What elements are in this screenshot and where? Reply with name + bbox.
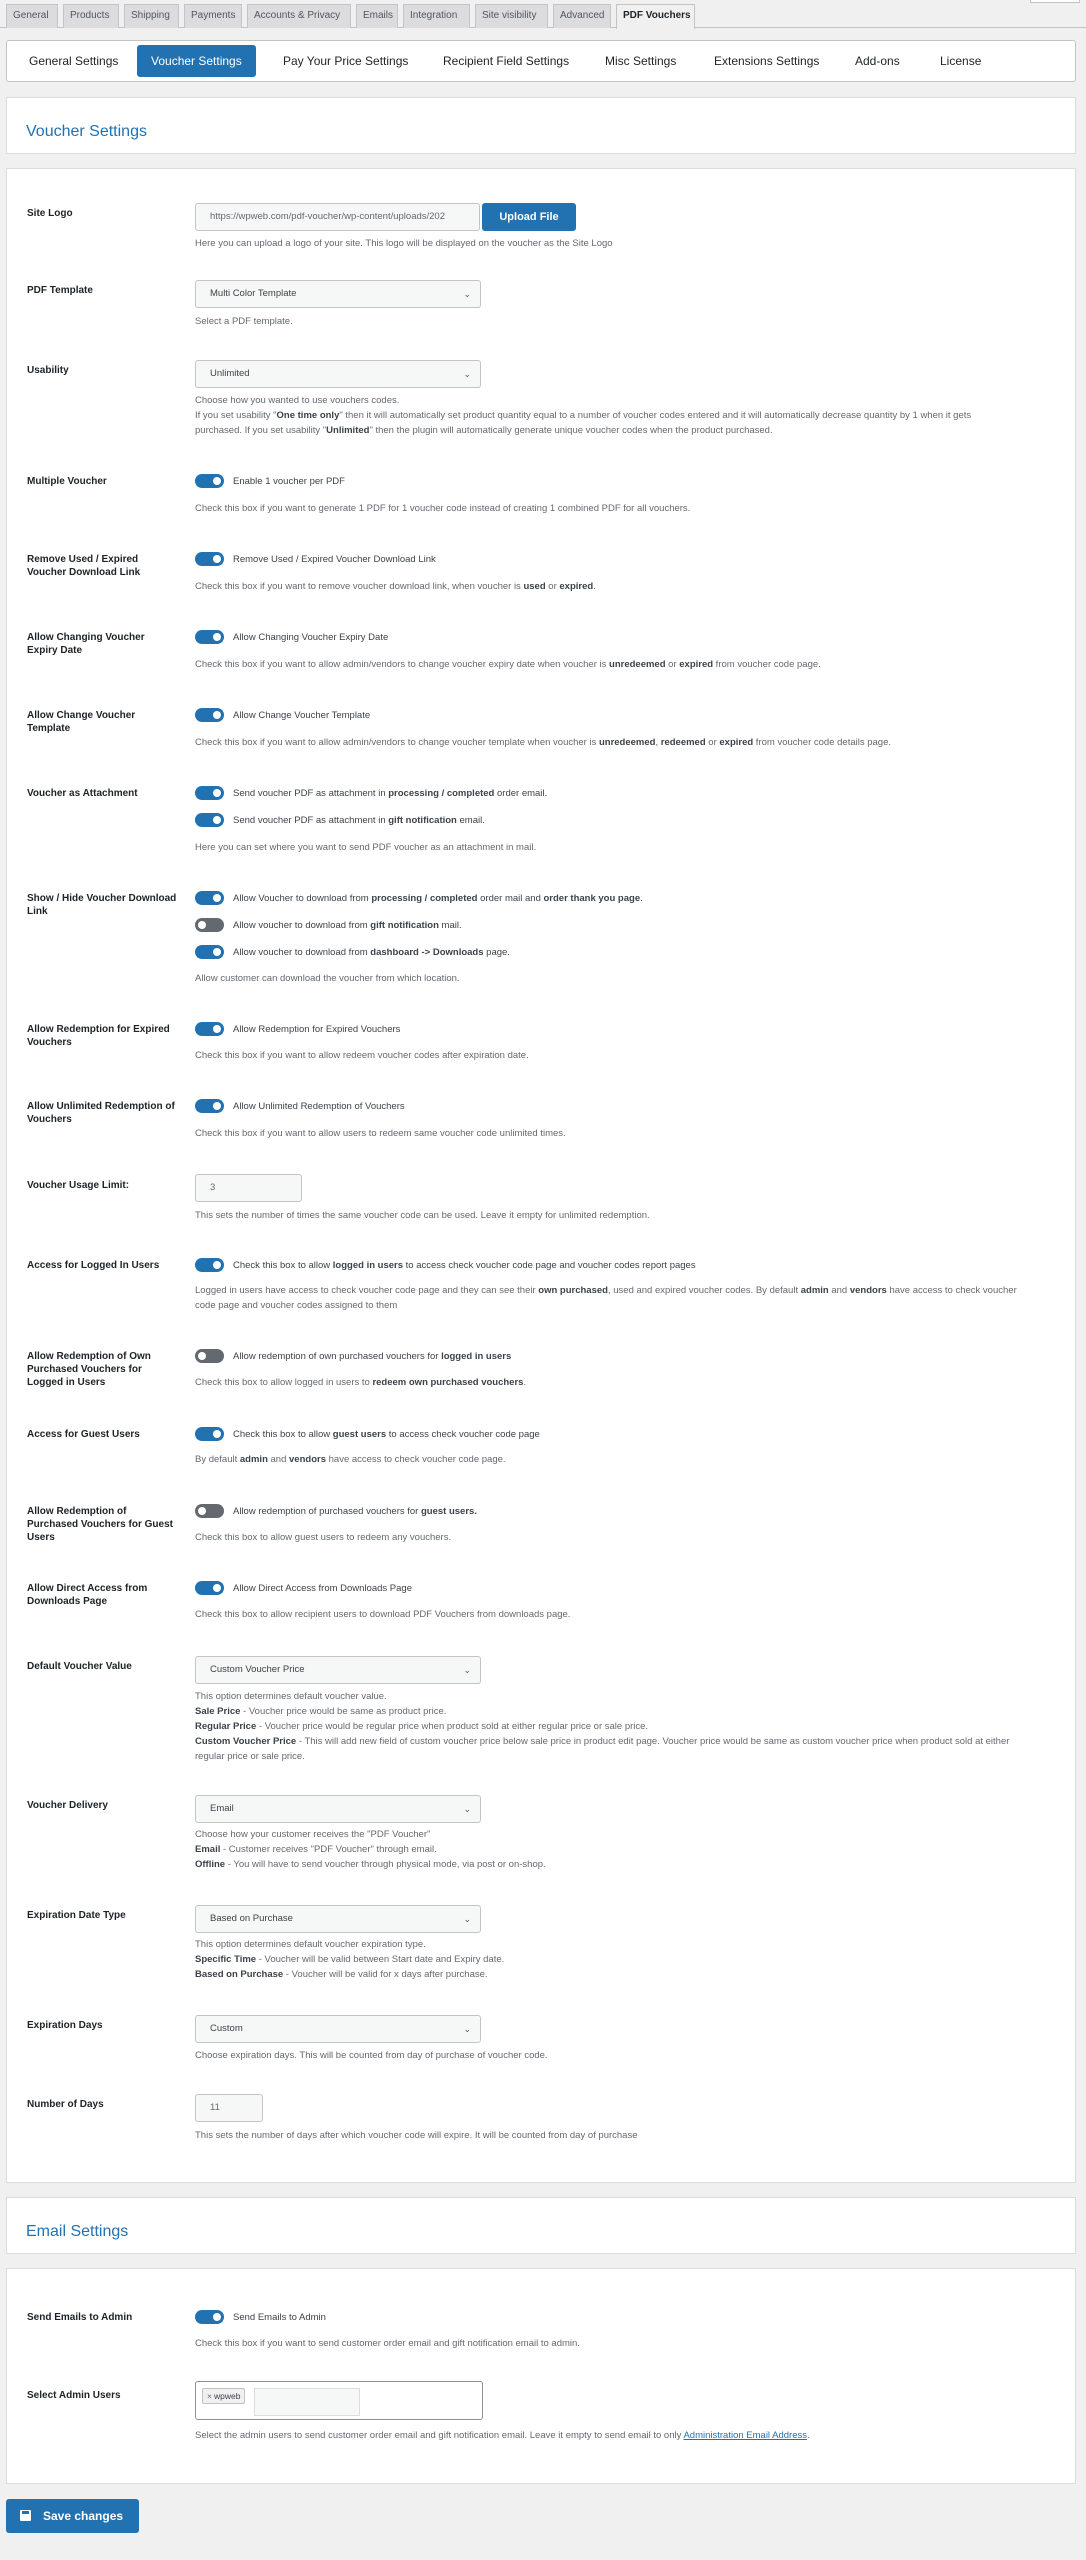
download-link-label: Show / Hide Voucher Download Link bbox=[27, 893, 177, 917]
remove-used-toggle[interactable] bbox=[195, 552, 224, 566]
toggle-text: Allow Change Voucher Template bbox=[233, 710, 371, 721]
guest-access-label: Access for Guest Users bbox=[27, 1429, 140, 1440]
toggle-text: Send voucher PDF as attachment in gift notification email. bbox=[233, 815, 485, 826]
tab-pdf-vouchers[interactable]: PDF Vouchers bbox=[616, 4, 695, 29]
exp-type-desc-line: This option determines default voucher expiration type. bbox=[195, 1939, 426, 1950]
default-value-desc-line: Sale Price - Voucher price would be same as product price. bbox=[195, 1706, 447, 1717]
chevron-down-icon: ⌄ bbox=[463, 1914, 471, 1924]
site-logo-desc: Here you can upload a logo of your site. This logo will be displayed on the voucher as the Site Logo bbox=[195, 238, 613, 249]
section-title: Voucher Settings bbox=[26, 123, 147, 140]
pdf-template-label: PDF Template bbox=[27, 285, 93, 296]
multiple-voucher-toggle[interactable] bbox=[195, 474, 224, 488]
usage-limit-label: Voucher Usage Limit: bbox=[27, 1180, 130, 1191]
delivery-desc bbox=[195, 1827, 1065, 1872]
allow-template-toggle[interactable] bbox=[195, 708, 224, 722]
direct-access-toggle[interactable] bbox=[195, 1581, 224, 1595]
pdf-template-value: Multi Color Template bbox=[210, 288, 297, 299]
usage-limit-desc: This sets the number of times the same voucher code can be used. Leave it empty for unlimited redemption. bbox=[195, 1210, 650, 1221]
subtab-extensions-settings[interactable]: Extensions Settings bbox=[714, 54, 820, 68]
toggle-text: Remove Used / Expired Voucher Download Link bbox=[233, 554, 436, 565]
tab-advanced[interactable]: Advanced bbox=[553, 4, 611, 28]
email-settings-panel bbox=[6, 2268, 1076, 2484]
sub-tab-bar bbox=[6, 40, 1076, 82]
site-logo-url-input[interactable]: https://wpweb.com/pdf-voucher/wp-content/uploads/202 bbox=[195, 203, 480, 231]
toggle-text: Allow Unlimited Redemption of Vouchers bbox=[233, 1101, 405, 1112]
exp-type-select[interactable] bbox=[195, 1905, 481, 1933]
subtab-pay-your-price[interactable]: Pay Your Price Settings bbox=[283, 54, 409, 68]
admin-user-chip bbox=[202, 2388, 245, 2404]
subtab-license[interactable]: License bbox=[940, 54, 982, 68]
logged-in-desc-line: Logged in users have access to check voucher code page and they can see their own purchased, used and expired voucher codes. By default admin and vendors have access to check voucher bbox=[195, 1285, 1017, 1296]
default-value-label: Default Voucher Value bbox=[27, 1661, 132, 1672]
subtab-voucher-settings[interactable]: Voucher Settings bbox=[137, 45, 256, 77]
admin-users-select[interactable] bbox=[195, 2381, 483, 2420]
toggle-text: Enable 1 voucher per PDF bbox=[233, 476, 345, 487]
tab-products[interactable]: Products bbox=[63, 4, 119, 28]
guest-access-desc: By default admin and vendors have access to check voucher code page. bbox=[195, 1454, 506, 1465]
exp-type-desc-line: Based on Purchase - Voucher will be valid for x days after purchase. bbox=[195, 1969, 488, 1980]
usage-limit-input[interactable]: 3 bbox=[195, 1174, 302, 1202]
exp-type-label: Expiration Date Type bbox=[27, 1910, 126, 1921]
usability-desc-line: purchased. If you set usability "Unlimited" then the plugin will automatically generate unique voucher codes when the product purchased. bbox=[195, 425, 773, 436]
send-admin-desc: Check this box if you want to send customer order email and gift notification email to admin. bbox=[195, 2338, 580, 2349]
usability-desc-line: Choose how you wanted to use vouchers codes. bbox=[195, 395, 400, 406]
logged-in-toggle[interactable] bbox=[195, 1258, 224, 1272]
direct-access-label: Allow Direct Access from Downloads Page bbox=[27, 1583, 148, 1607]
toggle-text: Allow Redemption for Expired Vouchers bbox=[233, 1024, 401, 1035]
toggle-text: Allow redemption of purchased vouchers for guest users. bbox=[233, 1506, 477, 1517]
exp-type-desc-line: Specific Time - Voucher will be valid between Start date and Expiry date. bbox=[195, 1954, 505, 1965]
num-days-label: Number of Days bbox=[27, 2099, 104, 2110]
exp-type-value: Based on Purchase bbox=[210, 1913, 293, 1924]
pdf-template-desc: Select a PDF template. bbox=[195, 316, 293, 327]
toggle-text: Allow Direct Access from Downloads Page bbox=[233, 1583, 412, 1594]
attachment-order-toggle[interactable] bbox=[195, 786, 224, 800]
section-title: Email Settings bbox=[26, 2223, 129, 2240]
chevron-down-icon: ⌄ bbox=[463, 2024, 471, 2034]
allow-template-desc: Check this box if you want to allow admin/vendors to change voucher template when voucher is unredeemed, redeemed or expired from voucher code details page. bbox=[195, 737, 892, 748]
toggle-text: Allow voucher to download from dashboard -> Downloads page. bbox=[233, 947, 510, 958]
admin-users-label: Select Admin Users bbox=[27, 2390, 121, 2401]
unlimited-redeem-label: Allow Unlimited Redemption of Vouchers bbox=[27, 1101, 175, 1125]
exp-type-desc bbox=[195, 1937, 1065, 1982]
remove-chip-icon[interactable]: × bbox=[207, 2391, 212, 2401]
email-settings-header bbox=[6, 2197, 1076, 2254]
toggle-text: Send voucher PDF as attachment in processing / completed order email. bbox=[233, 788, 548, 799]
send-admin-toggle[interactable] bbox=[195, 2310, 224, 2324]
delivery-select[interactable] bbox=[195, 1795, 481, 1823]
exp-days-desc: Choose expiration days. This will be counted from day of purchase of voucher code. bbox=[195, 2050, 548, 2061]
delivery-desc-line: Email - Customer receives "PDF Voucher" through email. bbox=[195, 1844, 437, 1855]
allow-expiry-label: Allow Changing Voucher Expiry Date bbox=[27, 632, 145, 656]
usability-desc bbox=[195, 393, 1065, 438]
num-days-desc: This sets the number of days after which voucher code will expire. It will be counted from day of purchase bbox=[195, 2130, 638, 2141]
download-dashboard-toggle[interactable] bbox=[195, 945, 224, 959]
usability-desc-line: If you set usability "One time only" then it will automatically set product quantity equal to a number of voucher codes entered and it will automatically decrease quantity by 1 when it gets bbox=[195, 410, 972, 421]
default-value-desc-line: Regular Price - Voucher price would be regular price when product sold at either regular price or sale price. bbox=[195, 1721, 649, 1732]
attachment-gift-toggle[interactable] bbox=[195, 813, 224, 827]
toggle-text: Allow Changing Voucher Expiry Date bbox=[233, 632, 389, 643]
subtab-general-settings[interactable]: General Settings bbox=[29, 54, 119, 68]
logged-in-label: Access for Logged In Users bbox=[27, 1260, 160, 1271]
save-icon bbox=[20, 2510, 31, 2521]
corner-box bbox=[1030, 0, 1080, 3]
settings-tab-bar bbox=[0, 0, 1086, 28]
allow-expiry-toggle[interactable] bbox=[195, 630, 224, 644]
toggle-text: Check this box to allow logged in users to access check voucher code page and voucher codes report pages bbox=[233, 1260, 696, 1271]
save-changes-button[interactable] bbox=[6, 2499, 139, 2533]
delivery-label: Voucher Delivery bbox=[27, 1800, 108, 1811]
tab-site-visibility[interactable]: Site visibility bbox=[475, 4, 548, 28]
multiple-voucher-label: Multiple Voucher bbox=[27, 476, 107, 487]
admin-users-desc: Select the admin users to send customer order email and gift notification email. Leave it empty to send email to only Administration Email Address. bbox=[195, 2430, 810, 2441]
unlimited-redeem-desc: Check this box if you want to allow users to redeem same voucher code unlimited times. bbox=[195, 1128, 566, 1139]
allow-template-label: Allow Change Voucher Template bbox=[27, 710, 136, 734]
multiple-voucher-desc: Check this box if you want to generate 1 PDF for 1 voucher code instead of creating 1 combined PDF for all vouchers. bbox=[195, 503, 691, 514]
allow-expiry-desc: Check this box if you want to allow admin/vendors to change voucher expiry date when voucher is unredeemed or expired from voucher code page. bbox=[195, 659, 821, 670]
remove-used-desc: Check this box if you want to remove voucher download link, when voucher is used or expired. bbox=[195, 581, 596, 592]
default-value-desc-line: This option determines default voucher value. bbox=[195, 1691, 387, 1702]
num-days-input[interactable]: 11 bbox=[195, 2094, 263, 2122]
tab-emails[interactable]: Emails bbox=[356, 4, 398, 28]
own-redeem-desc: Check this box to allow logged in users to redeem own purchased vouchers. bbox=[195, 1377, 527, 1388]
download-link-desc: Allow customer can download the voucher from which location. bbox=[195, 973, 460, 984]
subtab-add-ons[interactable]: Add-ons bbox=[855, 54, 900, 68]
delivery-desc-line: Offline - You will have to send voucher through physical mode, via post or on-shop. bbox=[195, 1859, 546, 1870]
exp-days-label: Expiration Days bbox=[27, 2020, 103, 2031]
usability-label: Usability bbox=[27, 365, 69, 376]
tab-payments[interactable]: Payments bbox=[184, 4, 242, 28]
tab-general[interactable]: General bbox=[6, 4, 58, 28]
download-gift-toggle[interactable] bbox=[195, 918, 224, 932]
toggle-text: Allow redemption of own purchased vouchers for logged in users bbox=[233, 1351, 512, 1362]
exp-days-select[interactable] bbox=[195, 2015, 481, 2043]
direct-access-desc: Check this box to allow recipient users to download PDF Vouchers from downloads page. bbox=[195, 1609, 571, 1620]
toggle-text: Send Emails to Admin bbox=[233, 2312, 326, 2323]
guest-access-toggle[interactable] bbox=[195, 1427, 224, 1441]
subtab-recipient-field[interactable]: Recipient Field Settings bbox=[443, 54, 570, 68]
default-value-desc bbox=[195, 1689, 1065, 1764]
guest-redeem-desc: Check this box to allow guest users to redeem any vouchers. bbox=[195, 1532, 452, 1543]
guest-redeem-label: Allow Redemption of Purchased Vouchers for Guest Users bbox=[27, 1506, 173, 1543]
toggle-text: Allow Voucher to download from processing / completed order mail and order thank you page. bbox=[233, 893, 643, 904]
attachment-label: Voucher as Attachment bbox=[27, 788, 138, 799]
download-order-toggle[interactable] bbox=[195, 891, 224, 905]
logged-in-desc bbox=[195, 1283, 1065, 1313]
default-value-select[interactable] bbox=[195, 1656, 481, 1684]
redeem-expired-toggle[interactable] bbox=[195, 1022, 224, 1036]
attachment-desc: Here you can set where you want to send PDF voucher as an attachment in mail. bbox=[195, 842, 537, 853]
chip-label: wpweb bbox=[213, 2391, 241, 2401]
own-redeem-toggle[interactable] bbox=[195, 1349, 224, 1363]
tab-accounts-privacy[interactable]: Accounts & Privacy bbox=[247, 4, 351, 28]
toggle-text: Allow voucher to download from gift notification mail. bbox=[233, 920, 462, 931]
upload-file-button[interactable]: Upload File bbox=[482, 203, 576, 231]
voucher-settings-panel bbox=[6, 168, 1076, 2183]
pdf-template-select[interactable] bbox=[195, 280, 481, 308]
chevron-down-icon: ⌄ bbox=[463, 1804, 471, 1814]
default-value-desc-line: regular price or sale price. bbox=[195, 1751, 305, 1762]
guest-redeem-toggle[interactable] bbox=[195, 1504, 224, 1518]
chevron-down-icon: ⌄ bbox=[463, 289, 471, 299]
remove-used-label: Remove Used / Expired Voucher Download Link bbox=[27, 554, 141, 578]
usability-select[interactable] bbox=[195, 360, 481, 388]
voucher-settings-header bbox=[6, 97, 1076, 154]
delivery-desc-line: Choose how your customer receives the "PDF Voucher" bbox=[195, 1829, 431, 1840]
own-redeem-label: Allow Redemption of Own Purchased Vouchers for Logged in Users bbox=[27, 1351, 151, 1388]
default-value-desc-line: Custom Voucher Price - This will add new field of custom voucher price below sale price in product edit page. Voucher price would be same as custom voucher price when product sold at either bbox=[195, 1736, 1010, 1747]
redeem-expired-label: Allow Redemption for Expired Vouchers bbox=[27, 1024, 170, 1048]
toggle-text: Check this box to allow guest users to access check voucher code page bbox=[233, 1429, 540, 1440]
save-changes-label: Save changes bbox=[43, 2509, 124, 2523]
exp-days-value: Custom bbox=[210, 2023, 243, 2034]
chevron-down-icon: ⌄ bbox=[463, 369, 471, 379]
chevron-down-icon: ⌄ bbox=[463, 1665, 471, 1675]
tab-integration[interactable]: Integration bbox=[403, 4, 470, 28]
tab-shipping[interactable]: Shipping bbox=[124, 4, 179, 28]
unlimited-redeem-toggle[interactable] bbox=[195, 1099, 224, 1113]
redeem-expired-desc: Check this box if you want to allow redeem voucher codes after expiration date. bbox=[195, 1050, 529, 1061]
logged-in-desc-line: code page and voucher codes assigned to them bbox=[195, 1300, 398, 1311]
default-value-value: Custom Voucher Price bbox=[210, 1664, 305, 1675]
subtab-misc-settings[interactable]: Misc Settings bbox=[605, 54, 677, 68]
send-admin-label: Send Emails to Admin bbox=[27, 2312, 133, 2323]
admin-users-search-input[interactable] bbox=[254, 2388, 360, 2416]
delivery-value: Email bbox=[210, 1803, 234, 1814]
usability-value: Unlimited bbox=[210, 368, 250, 379]
site-logo-label: Site Logo bbox=[27, 208, 73, 219]
admin-email-link[interactable]: Administration Email Address bbox=[683, 2430, 808, 2441]
